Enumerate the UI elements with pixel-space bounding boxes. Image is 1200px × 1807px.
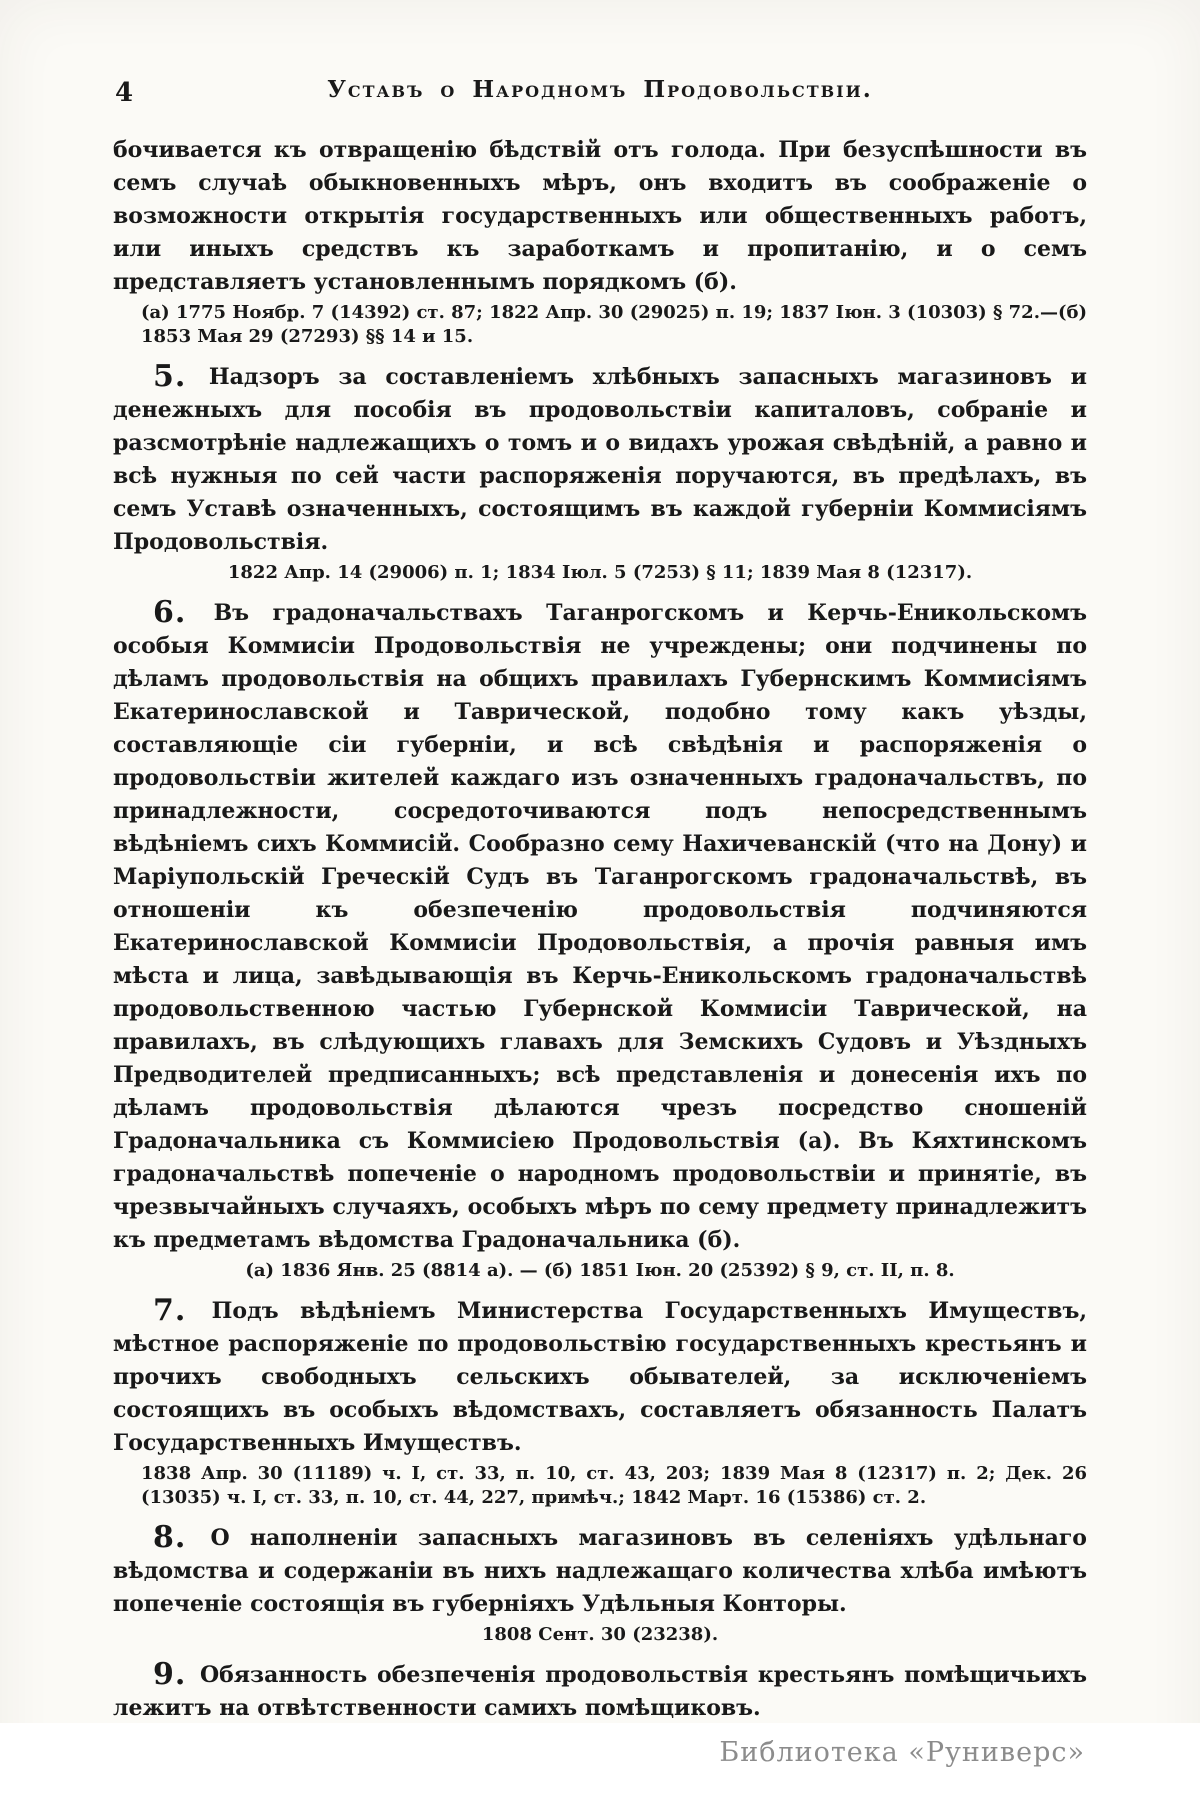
article-paragraph: 5. Надзоръ за составленіемъ хлѣбныхъ запасныхъ магазиновъ и денежныхъ для пособія въ продовольствіи капиталовъ, собраніе и разсмотрѣніе надлежащихъ о томъ и о видахъ урожая свѣдѣній, а равно и всѣ нужныя по сей части распоряженія поручаются, въ предѣлахъ, въ семъ Уставѣ означенныхъ, состоящимъ въ каждой губерніи Коммисіямъ Продовольствія. bbox=[113, 359, 1087, 555]
page-body bbox=[113, 134, 1087, 1751]
continuation-paragraph: бочивается къ отвращенію бѣдствій отъ голода. При безуспѣшности въ семъ случаѣ обыкновенныхъ мѣръ, онъ входитъ въ соображеніе о возможности открытія государственныхъ или общественныхъ работъ, или иныхъ средствъ къ заработкамъ и пропитанію, и о семъ представляетъ установленнымъ порядкомъ (б). bbox=[113, 137, 1087, 295]
article-paragraph: 8. О наполненіи запасныхъ магазиновъ въ селеніяхъ удѣльнаго вѣдомства и содержаніи въ нихъ надлежащаго количества хлѣба имѣютъ попеченіе состоящія въ губерніяхъ Удѣльныя Конторы. bbox=[113, 1520, 1087, 1617]
article-paragraph: 9. Обязанность обезпеченія продовольствія крестьянъ помѣщичьихъ лежитъ на отвѣтственности самихъ помѣщиковъ. bbox=[113, 1657, 1088, 1721]
article-number: 8. bbox=[153, 1520, 211, 1555]
article-number: 6. bbox=[153, 595, 214, 630]
article-number: 5. bbox=[153, 359, 209, 394]
page-number: 4 bbox=[115, 78, 134, 108]
running-title: Уставъ о Народномъ Продовольствіи. bbox=[327, 76, 873, 103]
citation-line: (а) 1836 Янв. 25 (8814 а). — (б) 1851 Іюн. 20 (25392) § 9, ст. II, п. 8. bbox=[245, 1260, 955, 1281]
bottom-strip bbox=[0, 1723, 1200, 1807]
article-number: 9. bbox=[153, 1657, 200, 1692]
citation-line: (а) 1775 Ноябр. 7 (14392) ст. 87; 1822 Апр. 30 (29025) п. 19; 1837 Іюн. 3 (10303) § 72.—(б) 1853 Мая 29 (27293) §§ 14 и 15. bbox=[141, 302, 1088, 347]
article-paragraph: 6. Въ градоначальствахъ Таганрогскомъ и Керчь-Еникольскомъ особыя Коммисіи Продовольствія не учреждены; они подчинены по дѣламъ продовольствія на общихъ правилахъ Губернскимъ Коммисіямъ Екатеринославской и Таврической, подобно тому какъ уѣзды, составляющіе сіи губерніи, и всѣ свѣдѣнія и распоряженія о продовольствіи жителей каждаго изъ означенныхъ градоначальствъ, по принадлежности, сосредоточиваются подъ непосредственнымъ вѣдѣніемъ сихъ Коммисій. Сообразно сему Нахичеванскій (что на Дону) и Маріупольскій Греческій Судъ въ Таганрогскомъ градоначальствѣ, въ отношеніи къ обезпеченію продовольствія подчиняются Екатеринославской Коммисіи Продовольствія, а прочія равныя имъ мѣста и лица, завѣдывающія въ Керчь-Еникольскомъ градоначальствѣ продовольственною частью Губернской Коммисіи Таврической, на правилахъ, въ слѣдующихъ главахъ для Земскихъ Судовъ и Уѣздныхъ Предводителей предписанныхъ; всѣ представленія и донесенія ихъ по дѣламъ продовольствія дѣлаются чрезъ посредство сношеній Градоначальника съ Коммисіею Продовольствія (а). Въ Кяхтинскомъ градоначальствѣ попеченіе о народномъ продовольствіи и принятіе, въ чрезвычайныхъ случаяхъ, особыхъ мѣръ по сему предмету принадлежитъ къ предметамъ вѣдомства Градоначальника (б). bbox=[113, 595, 1087, 1253]
article-paragraph: 7. Подъ вѣдѣніемъ Министерства Государственныхъ Имуществъ, мѣстное распоряженіе по продовольствію государственныхъ крестьянъ и прочихъ свободныхъ сельскихъ обывателей, за исключеніемъ состоящихъ въ особыхъ вѣдомствахъ, составляетъ обязанность Палатъ Государственныхъ Имуществъ. bbox=[113, 1293, 1087, 1456]
article-number: 7. bbox=[153, 1293, 212, 1328]
citation-line: 1808 Сент. 30 (23238). bbox=[481, 1624, 719, 1645]
page-header bbox=[113, 76, 1087, 110]
library-watermark: Библиотека «Руниверс» bbox=[719, 1737, 1085, 1768]
citation-line: 1822 Апр. 14 (29006) п. 1; 1834 Іюл. 5 (7253) § 11; 1839 Мая 8 (12317). bbox=[227, 562, 973, 583]
citation-line: 1838 Апр. 30 (11189) ч. I, ст. 33, п. 10, ст. 43, 203; 1839 Мая 8 (12317) п. 2; Дек. 26 (13035) ч. I, ст. 33, п. 10, ст. 44, 227, примѣч.; 1842 Март. 16 (15386) ст. 2. bbox=[141, 1463, 1088, 1508]
